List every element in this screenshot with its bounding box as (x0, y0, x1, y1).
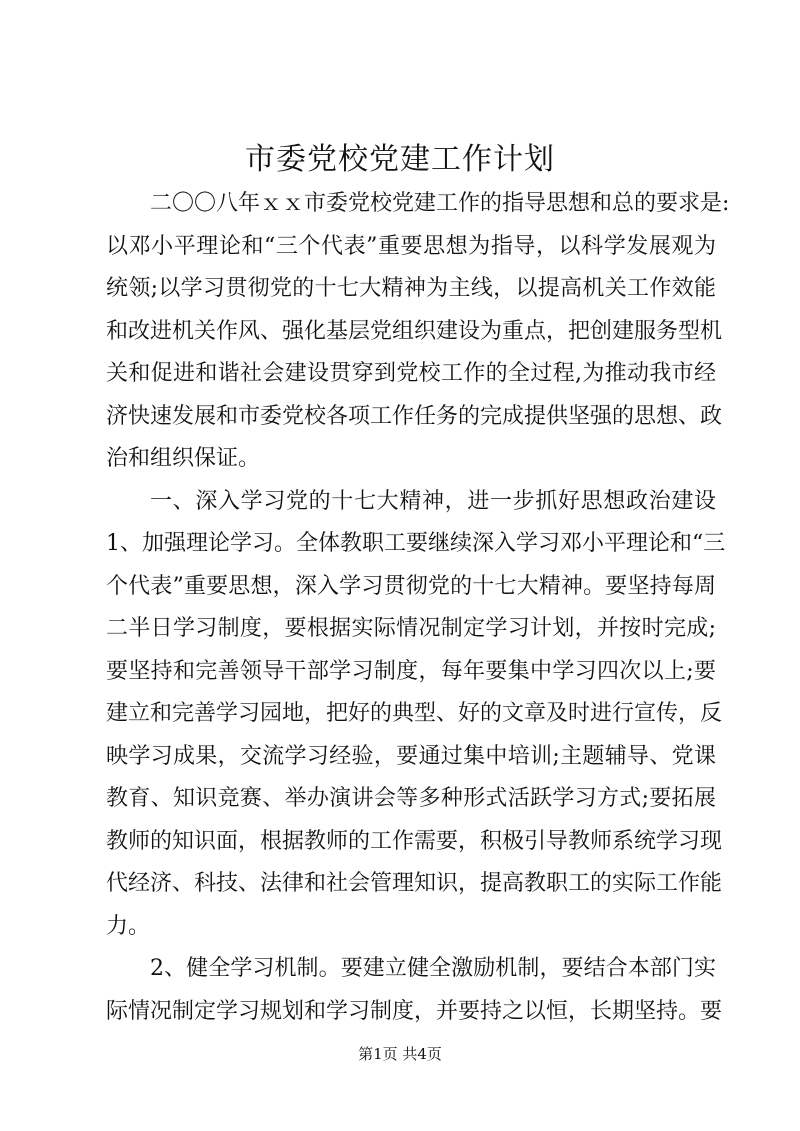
text-line: 二〇〇八年ｘｘ市委党校党建工作的指导思想和总的要求是: (150, 191, 730, 216)
text-line: 要坚持和完善领导干部学习制度，每年要集中学习四次以上;要 (106, 658, 716, 684)
text-line: 济快速发展和市委党校各项工作任务的完成提供坚强的思想、政 (106, 403, 723, 429)
text-line: 关和促进和谐社会建设贯穿到党校工作的全过程,为推动我市经 (106, 361, 716, 386)
text-line: 建立和完善学习园地，把好的典型、好的文章及时进行宣传，反 (106, 701, 723, 726)
text-line: 1、加强理论学习。全体教职工要继续深入学习邓小平理论和“三 (106, 531, 726, 556)
document-title: 市委党校党建工作计划 (245, 142, 555, 177)
text-line: 治和组织保证。 (106, 446, 261, 471)
text-line: 映学习成果，交流学习经验，要通过集中培训;主题辅导、党课 (106, 743, 716, 769)
text-line: 和改进机关作风、强化基层党组织建设为重点，把创建服务型机 (106, 318, 723, 344)
text-line: 力。 (106, 913, 151, 939)
text-line: 统领;以学习贯彻党的十七大精神为主线，以提高机关工作效能 (106, 276, 716, 301)
text-line: 二半日学习制度，要根据实际情况制定学习计划，并按时完成; (106, 616, 716, 641)
text-line: 际情况制定学习规划和学习制度，并要持之以恒，长期坚持。要 (106, 998, 723, 1024)
text-line: 2、健全学习机制。要建立健全激励机制，要结合本部门实 (150, 956, 716, 981)
text-line: 教育、知识竞赛、举办演讲会等多种形式活跃学习方式;要拓展 (106, 786, 716, 811)
text-line: 个代表”重要思想，深入学习贯彻党的十七大精神。要坚持每周 (106, 573, 716, 599)
text-line: 以邓小平理论和“三个代表”重要思想为指导，以科学发展观为 (106, 233, 716, 259)
text-line: 一、深入学习党的十七大精神，进一步抓好思想政治建设 (150, 488, 716, 514)
text-line: 代经济、科技、法律和社会管理知识，提高教职工的实际工作能 (106, 871, 723, 896)
page-footer: 第1页 共4页 (358, 1045, 442, 1063)
text-line: 教师的知识面，根据教师的工作需要，积极引导教师系统学习现 (106, 828, 723, 854)
document-body (106, 183, 730, 1033)
